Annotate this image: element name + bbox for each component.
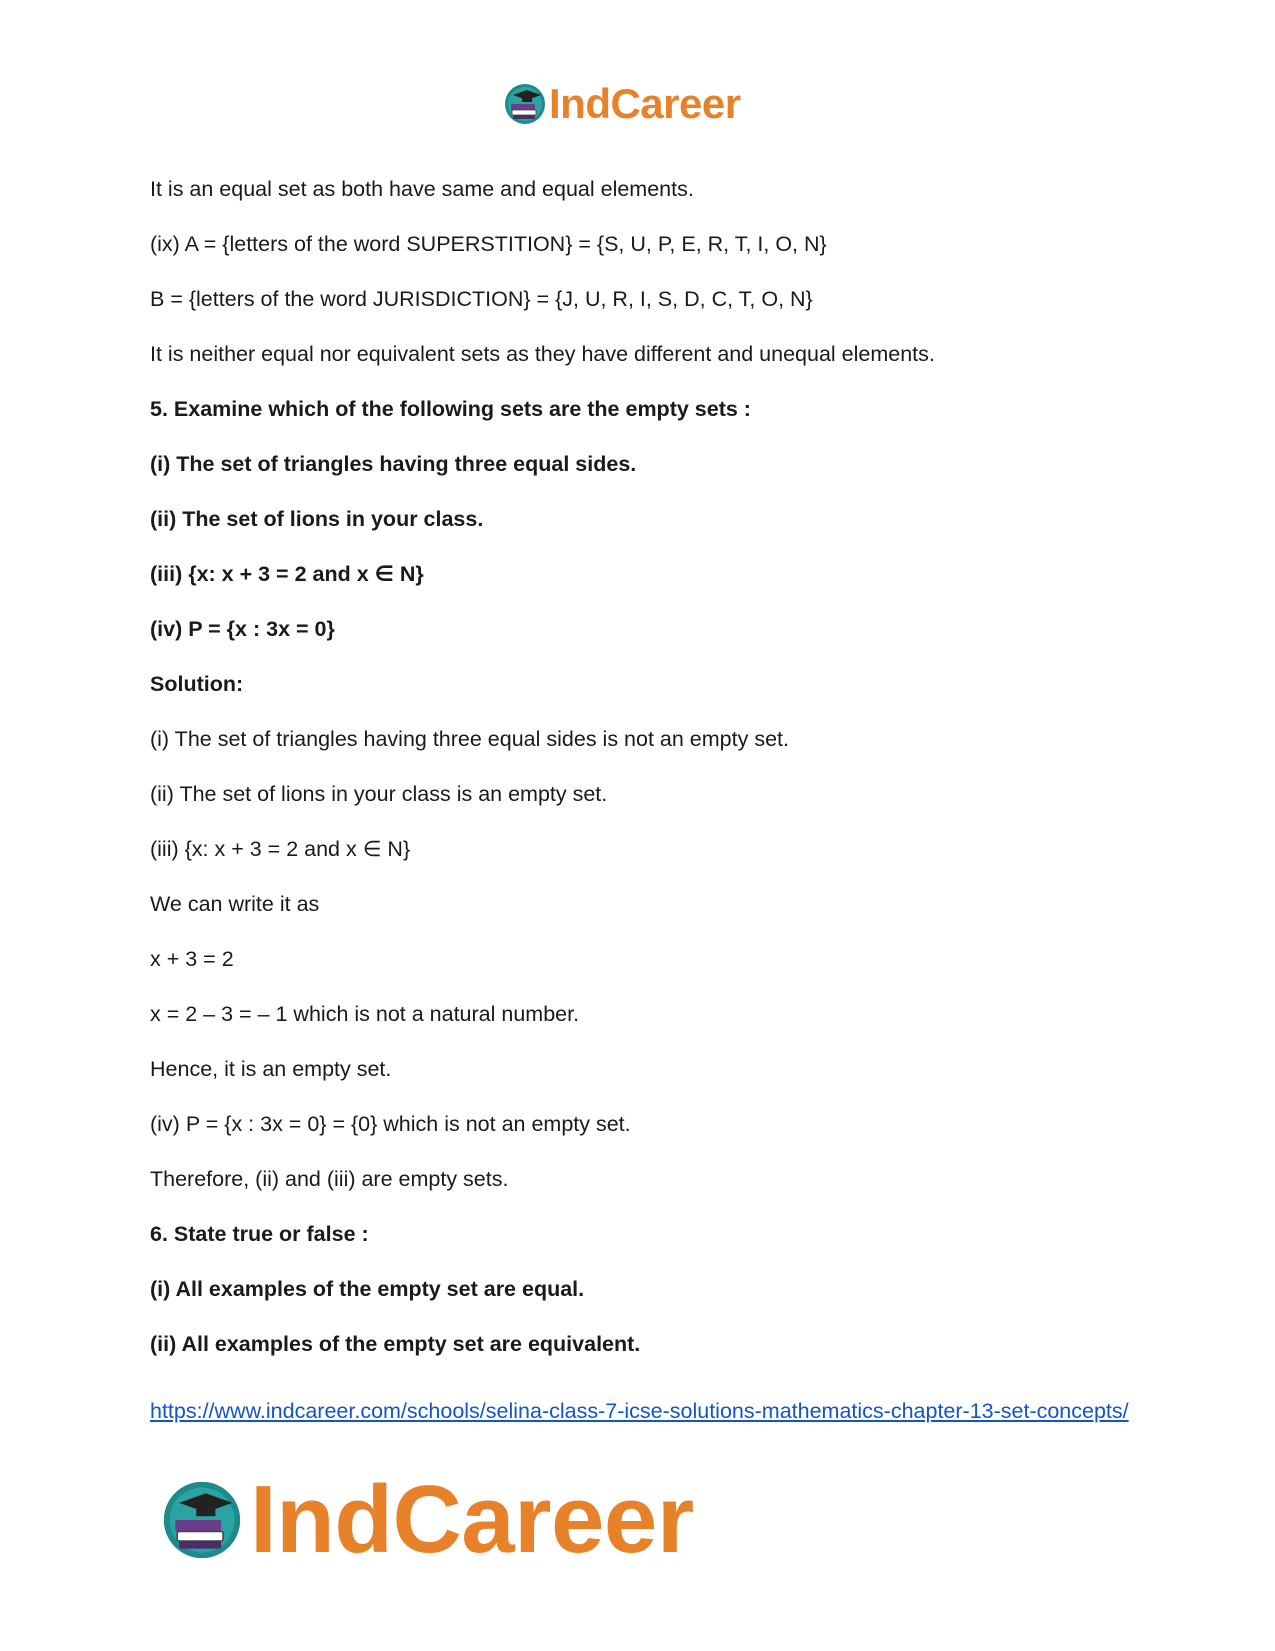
text-line: We can write it as bbox=[150, 892, 320, 916]
heading-line: 5. Examine which of the following sets are the empty sets : bbox=[150, 397, 751, 421]
heading-line: 6. State true or false : bbox=[150, 1222, 369, 1246]
text-line: It is an equal set as both have same and equal elements. bbox=[150, 177, 694, 201]
text-line: (iv) P = {x : 3x = 0} = {0} which is not an empty set. bbox=[150, 1112, 631, 1136]
source-link[interactable]: https://www.indcareer.com/schools/selina-class-7-icse-solutions-mathematics-chapter-13-set-concepts/ bbox=[150, 1399, 1129, 1423]
heading-line: (iv) P = {x : 3x = 0} bbox=[150, 617, 335, 641]
header-logo bbox=[503, 80, 741, 128]
text-line: (iii) {x: x + 3 = 2 and x ∈ N} bbox=[150, 837, 411, 861]
heading-line: (ii) All examples of the empty set are equivalent. bbox=[150, 1332, 641, 1356]
heading-line: (iii) {x: x + 3 = 2 and x ∈ N} bbox=[150, 562, 424, 586]
heading-line: (i) The set of triangles having three equal sides. bbox=[150, 452, 637, 476]
text-line: (i) The set of triangles having three equal sides is not an empty set. bbox=[150, 727, 789, 751]
logo-text: IndCareer bbox=[549, 80, 741, 127]
logo-text: IndCareer bbox=[250, 1466, 694, 1573]
graduation-book-icon bbox=[160, 1478, 244, 1562]
text-line: Hence, it is an empty set. bbox=[150, 1057, 392, 1081]
heading-line: Solution: bbox=[150, 672, 244, 696]
graduation-book-icon bbox=[503, 82, 547, 126]
text-line: x = 2 – 3 = – 1 which is not a natural number. bbox=[150, 1002, 580, 1026]
text-line: x + 3 = 2 bbox=[150, 947, 234, 971]
text-line: It is neither equal nor equivalent sets as they have different and unequal elements. bbox=[150, 342, 935, 366]
heading-line: (i) All examples of the empty set are equal. bbox=[150, 1277, 585, 1301]
text-line: (ii) The set of lions in your class is an empty set. bbox=[150, 782, 608, 806]
document-body bbox=[150, 176, 1140, 1386]
footer-logo bbox=[160, 1465, 694, 1575]
text-line: (ix) A = {letters of the word SUPERSTITION} = {S, U, P, E, R, T, I, O, N} bbox=[150, 232, 827, 256]
text-line: B = {letters of the word JURISDICTION} = {J, U, R, I, S, D, C, T, O, N} bbox=[150, 287, 813, 311]
text-line: Therefore, (ii) and (iii) are empty sets. bbox=[150, 1167, 509, 1191]
heading-line: (ii) The set of lions in your class. bbox=[150, 507, 484, 531]
